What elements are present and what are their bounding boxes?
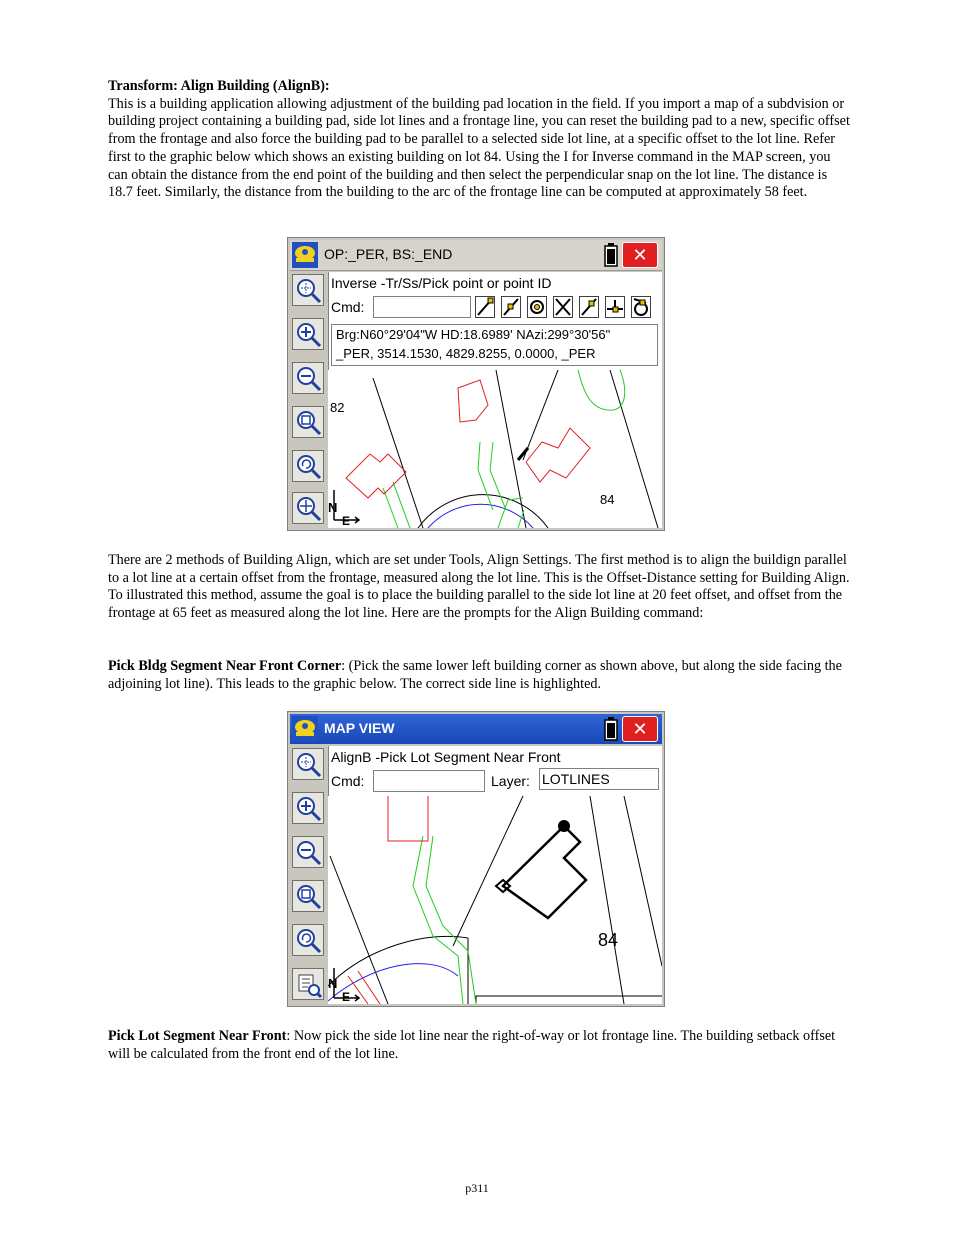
battery-icon <box>604 717 618 741</box>
cmd-label: Cmd: <box>331 773 365 789</box>
building-highlighted <box>503 826 586 918</box>
map-drawing <box>328 796 662 1004</box>
grip-point <box>558 820 570 832</box>
command-prompt: AlignB -Pick Lot Segment Near Front <box>331 749 561 765</box>
command-panel <box>328 746 662 797</box>
building <box>526 428 590 482</box>
section-heading: Transform: Align Building (AlignB): <box>108 78 330 94</box>
close-button[interactable] <box>622 716 658 742</box>
app-logo-icon[interactable] <box>292 242 318 268</box>
zoom-window-button[interactable] <box>292 406 324 438</box>
close-icon: ✕ <box>632 245 648 265</box>
snap-perpendicular-button[interactable] <box>605 296 625 318</box>
titlebar <box>290 714 662 744</box>
road-edge <box>348 971 380 1004</box>
zoom-in-button[interactable] <box>292 792 324 824</box>
zoom-extents-icon <box>295 277 323 305</box>
methods-paragraph: There are 2 methods of Building Align, which are set under Tools, Align Settings. The first method is to align the buildign parallel to a lot line at a certain offset from the frontage, measured along the lot line. This is the Offset-Distance setting for Building Align. To illustrated this method, assume the goal is to place the building parallel to the side lot line at 20 feet offset, and offset from the frontage at 65 feet as measured along the lot line. Here are the prompts for the Align Building command: <box>108 552 850 622</box>
map-canvas[interactable] <box>328 370 662 528</box>
step2-text: : Now pick the side lot line near the right-of-way or lot frontage line. The building setback offset will be calculated from the front end of the lot line. <box>108 1028 836 1062</box>
snap-nearest-button[interactable] <box>579 296 599 318</box>
zoom-extents-icon <box>295 751 323 779</box>
alignb-screenshot <box>287 711 665 1007</box>
curb-line <box>413 836 476 1004</box>
curb-line <box>498 498 524 528</box>
snap-endpoint-button[interactable] <box>475 296 495 318</box>
pan-button[interactable] <box>292 492 324 524</box>
east-label: E <box>342 514 351 528</box>
zoom-in-icon <box>295 321 323 349</box>
intro-text: This is a building application allowing adjustment of the building pad location in the field. If you import a map of a subdvision or building project containing a building pad, side lot lines and a frontage line, you can reset the building pad to a new, specific offset from the frontage and also force the building pad to be parallel to a selected side lot line, at a specific offset to the lot line. Refer first to the graphic below which shows an existing building on lot 84. Using the I for Inverse command in the MAP screen, you can obtain the distance from the end point of the building and then select the perpendicular snap on the lot line. The distance is 18.7 feet. Similarly, the distance from the building to the arc of the frontage line can be computed at approximately 58 feet. <box>108 95 850 201</box>
zoom-out-button[interactable] <box>292 836 324 868</box>
inverse-result-box <box>331 324 658 366</box>
zoom-previous-icon <box>295 927 323 955</box>
lot-label-84: 84 <box>598 930 619 950</box>
lot-line <box>624 796 662 966</box>
command-prompt: Inverse -Tr/Ss/Pick point or point ID <box>331 275 552 291</box>
lot-line <box>453 796 523 946</box>
snap-tangent-button[interactable] <box>631 296 651 318</box>
zoom-in-icon <box>295 795 323 823</box>
cmd-input[interactable] <box>373 296 471 318</box>
curb-line <box>578 370 625 410</box>
zoom-extents-button[interactable] <box>292 748 324 780</box>
zoom-previous-button[interactable] <box>292 450 324 482</box>
layer-field[interactable]: LOTLINES <box>539 768 659 790</box>
zoom-window-icon <box>295 883 323 911</box>
cmd-input[interactable] <box>373 770 485 792</box>
building <box>458 380 488 422</box>
snap-center-button[interactable] <box>527 296 547 318</box>
titlebar <box>290 240 662 271</box>
step1-text: : (Pick the same lower left building corner as shown above, but along the side facing the adjoining lot line). This leads to the graphic below. The correct side line is highlighted. <box>108 658 842 692</box>
command-panel <box>328 272 662 371</box>
zoom-toolbar <box>290 272 328 528</box>
building <box>388 796 428 841</box>
pan-icon <box>295 495 323 523</box>
close-button[interactable] <box>622 242 658 268</box>
window-title: OP:_PER, BS:_END <box>324 246 453 262</box>
lot-line <box>330 856 388 1004</box>
step2-paragraph <box>108 1028 853 1063</box>
north-label: N <box>328 500 338 515</box>
snap-intersection-button[interactable] <box>553 296 573 318</box>
battery-icon <box>604 243 618 267</box>
inverse-result-line1: Brg:N60°29'04"W HD:18.6989' NAzi:299°30'56" <box>336 327 611 342</box>
step1-paragraph <box>108 658 853 693</box>
page-number: p311 <box>465 1181 489 1195</box>
zoom-previous-icon <box>295 453 323 481</box>
cmd-label: Cmd: <box>331 299 365 315</box>
zoom-out-icon <box>295 839 323 867</box>
layer-label: Layer: <box>491 773 530 789</box>
zoom-toolbar <box>290 746 328 1004</box>
zoom-window-button[interactable] <box>292 880 324 912</box>
close-icon: ✕ <box>632 719 648 739</box>
section-intro <box>108 78 853 202</box>
settings-button[interactable] <box>292 968 324 1000</box>
inverse-screenshot <box>287 237 665 531</box>
zoom-out-icon <box>295 365 323 393</box>
zoom-out-button[interactable] <box>292 362 324 394</box>
zoom-in-button[interactable] <box>292 318 324 350</box>
zoom-extents-button[interactable] <box>292 274 324 306</box>
north-label: N <box>328 976 338 991</box>
app-logo-icon[interactable] <box>292 716 318 742</box>
snap-midpoint-button[interactable] <box>501 296 521 318</box>
lot-label-82: 82 <box>330 400 345 415</box>
east-label: E <box>342 990 351 1004</box>
snap-toolbar <box>475 296 661 322</box>
centerline-arc <box>428 504 533 528</box>
lot-label-84: 84 <box>600 492 615 507</box>
map-canvas[interactable] <box>328 796 662 1004</box>
map-settings-icon <box>295 971 323 999</box>
inverse-segment <box>518 448 528 460</box>
step2-label: Pick Lot Segment Near Front <box>108 1028 287 1044</box>
curb-line <box>478 442 506 510</box>
lot-line <box>610 370 658 528</box>
frontage-line <box>476 996 662 1004</box>
inverse-result-line2: _PER, 3514.1530, 4829.8255, 0.0000, _PER <box>336 346 596 361</box>
curb-line <box>383 482 410 528</box>
lot-line <box>373 378 423 528</box>
lot-line <box>590 796 624 1004</box>
step1-label: Pick Bldg Segment Near Front Corner <box>108 658 342 674</box>
zoom-previous-button[interactable] <box>292 924 324 956</box>
zoom-window-icon <box>295 409 323 437</box>
window-title: MAP VIEW <box>324 720 395 736</box>
